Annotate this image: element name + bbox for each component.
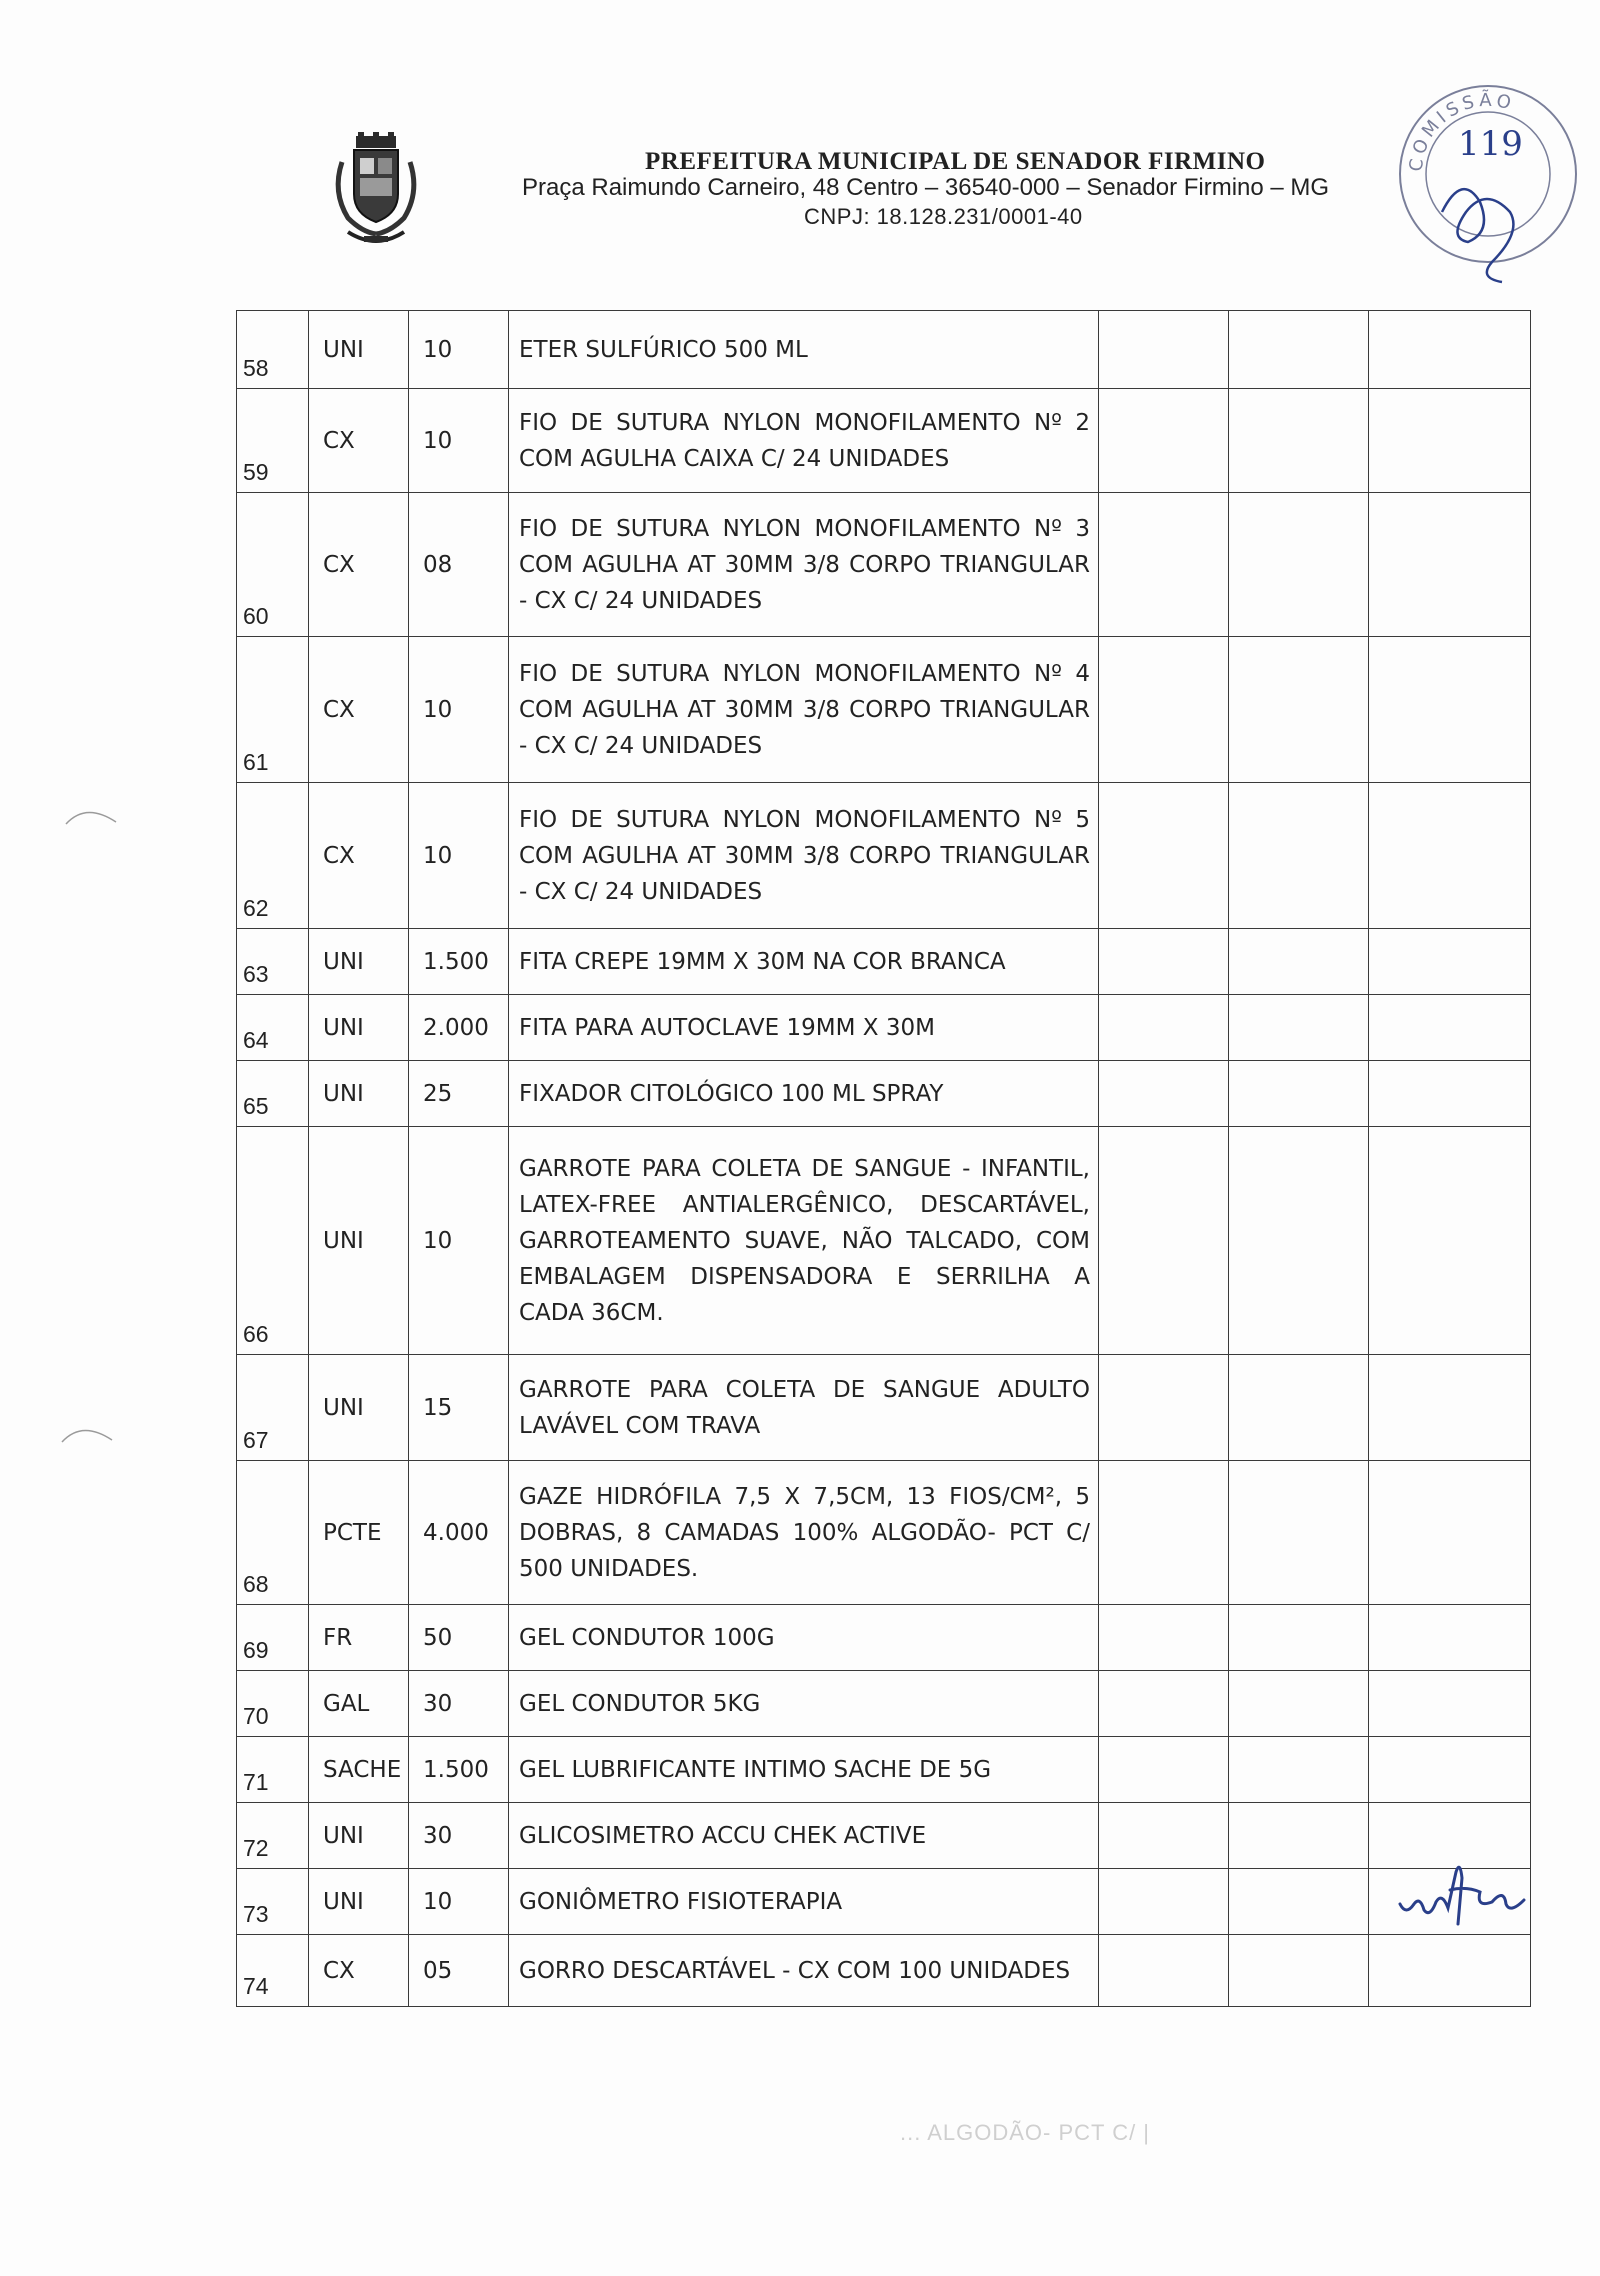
- table-row: [237, 1127, 1531, 1355]
- description-cell: FITA CREPE 19MM X 30M NA COR BRANCA: [509, 929, 1099, 995]
- item-number-cell: 67: [237, 1355, 309, 1461]
- description-cell: FITA PARA AUTOCLAVE 19MM X 30M: [509, 995, 1099, 1061]
- item-number-cell: 63: [237, 929, 309, 995]
- description-cell: FIXADOR CITOLÓGICO 100 ML SPRAY: [509, 1061, 1099, 1127]
- item-number-cell: 68: [237, 1461, 309, 1605]
- table-row: [237, 1935, 1531, 2007]
- blank-cell: [1099, 995, 1229, 1061]
- blank-cell: [1369, 311, 1531, 389]
- table-row: [237, 1869, 1531, 1935]
- description-cell: FIO DE SUTURA NYLON MONOFILAMENTO Nº 4 COM AGULHA AT 30MM 3/8 CORPO TRIANGULAR - CX C/ 24 UNIDADES: [509, 637, 1099, 783]
- unit-cell: UNI: [309, 1869, 409, 1935]
- unit-cell: CX: [309, 389, 409, 493]
- blank-cell: [1229, 783, 1369, 929]
- blank-cell: [1369, 1061, 1531, 1127]
- item-number-cell: 64: [237, 995, 309, 1061]
- blank-cell: [1229, 1461, 1369, 1605]
- quantity-cell: 10: [409, 637, 509, 783]
- blank-cell: [1099, 1605, 1229, 1671]
- table-row: [237, 783, 1531, 929]
- blank-cell: [1099, 1935, 1229, 2007]
- unit-cell: GAL: [309, 1671, 409, 1737]
- quantity-cell: 1.500: [409, 1737, 509, 1803]
- item-number-cell: 60: [237, 493, 309, 637]
- blank-cell: [1099, 1737, 1229, 1803]
- blank-cell: [1369, 1935, 1531, 2007]
- table-row: [237, 929, 1531, 995]
- item-number-cell: 61: [237, 637, 309, 783]
- blank-cell: [1099, 1355, 1229, 1461]
- municipality-cnpj: CNPJ: 18.128.231/0001-40: [804, 204, 1083, 229]
- unit-cell: CX: [309, 637, 409, 783]
- quantity-cell: 10: [409, 1869, 509, 1935]
- blank-cell: [1099, 1869, 1229, 1935]
- handwritten-initials: [1396, 1852, 1546, 1932]
- margin-mark: [58, 1418, 118, 1448]
- unit-cell: CX: [309, 493, 409, 637]
- table-row: [237, 1737, 1531, 1803]
- table-row: [237, 1461, 1531, 1605]
- blank-cell: [1369, 1605, 1531, 1671]
- stamp-page-number: 119: [1458, 124, 1523, 164]
- blank-cell: [1369, 783, 1531, 929]
- description-cell: GARROTE PARA COLETA DE SANGUE - INFANTIL, LATEX-FREE ANTIALERGÊNICO, DESCARTÁVEL, GARROTEAMENTO SUAVE, NÃO TALCADO, COM EMBALAGEM DISPENSADORA E SERRILHA A CADA 36CM.: [509, 1127, 1099, 1355]
- description-cell: GONIÔMETRO FISIOTERAPIA: [509, 1869, 1099, 1935]
- unit-cell: PCTE: [309, 1461, 409, 1605]
- margin-mark: [62, 800, 122, 830]
- description-cell: GAZE HIDRÓFILA 7,5 X 7,5CM, 13 FIOS/CM², 5 DOBRAS, 8 CAMADAS 100% ALGODÃO- PCT C/ 500 UNIDADES.: [509, 1461, 1099, 1605]
- items-table: [236, 310, 1531, 2007]
- unit-cell: CX: [309, 783, 409, 929]
- blank-cell: [1099, 637, 1229, 783]
- municipal-crest-logo: [328, 132, 424, 248]
- blank-cell: [1229, 995, 1369, 1061]
- quantity-cell: 10: [409, 1127, 509, 1355]
- blank-cell: [1229, 929, 1369, 995]
- blank-cell: [1229, 637, 1369, 783]
- blank-cell: [1369, 1127, 1531, 1355]
- unit-cell: UNI: [309, 311, 409, 389]
- description-cell: FIO DE SUTURA NYLON MONOFILAMENTO Nº 5 COM AGULHA AT 30MM 3/8 CORPO TRIANGULAR - CX C/ 24 UNIDADES: [509, 783, 1099, 929]
- unit-cell: UNI: [309, 1803, 409, 1869]
- blank-cell: [1229, 1737, 1369, 1803]
- unit-cell: UNI: [309, 1127, 409, 1355]
- description-cell: FIO DE SUTURA NYLON MONOFILAMENTO Nº 2 COM AGULHA CAIXA C/ 24 UNIDADES: [509, 389, 1099, 493]
- description-cell: ETER SULFÚRICO 500 ML: [509, 311, 1099, 389]
- blank-cell: [1369, 637, 1531, 783]
- blank-cell: [1369, 493, 1531, 637]
- unit-cell: CX: [309, 1935, 409, 2007]
- blank-cell: [1099, 389, 1229, 493]
- unit-cell: UNI: [309, 995, 409, 1061]
- blank-cell: [1099, 1671, 1229, 1737]
- table-row: [237, 493, 1531, 637]
- blank-cell: [1099, 783, 1229, 929]
- blank-cell: [1099, 1127, 1229, 1355]
- item-number-cell: 62: [237, 783, 309, 929]
- blank-cell: [1099, 1061, 1229, 1127]
- blank-cell: [1369, 929, 1531, 995]
- item-number-cell: 73: [237, 1869, 309, 1935]
- table-row: [237, 389, 1531, 493]
- municipality-title: PREFEITURA MUNICIPAL DE SENADOR FIRMINO: [645, 148, 1266, 175]
- quantity-cell: 30: [409, 1803, 509, 1869]
- table-row: [237, 1803, 1531, 1869]
- blank-cell: [1229, 311, 1369, 389]
- table-row: [237, 995, 1531, 1061]
- table-row: [237, 1355, 1531, 1461]
- commission-stamp: [1382, 62, 1588, 294]
- description-cell: GEL LUBRIFICANTE INTIMO SACHE DE 5G: [509, 1737, 1099, 1803]
- table-row: [237, 637, 1531, 783]
- item-number-cell: 70: [237, 1671, 309, 1737]
- item-number-cell: 59: [237, 389, 309, 493]
- description-cell: GEL CONDUTOR 100G: [509, 1605, 1099, 1671]
- item-number-cell: 65: [237, 1061, 309, 1127]
- item-number-cell: 58: [237, 311, 309, 389]
- blank-cell: [1099, 1461, 1229, 1605]
- blank-cell: [1229, 1605, 1369, 1671]
- blank-cell: [1229, 1061, 1369, 1127]
- blank-cell: [1369, 1461, 1531, 1605]
- item-number-cell: 71: [237, 1737, 309, 1803]
- description-cell: FIO DE SUTURA NYLON MONOFILAMENTO Nº 3 COM AGULHA AT 30MM 3/8 CORPO TRIANGULAR - CX C/ 24 UNIDADES: [509, 493, 1099, 637]
- blank-cell: [1369, 995, 1531, 1061]
- unit-cell: UNI: [309, 929, 409, 995]
- item-number-cell: 66: [237, 1127, 309, 1355]
- blank-cell: [1369, 389, 1531, 493]
- quantity-cell: 4.000: [409, 1461, 509, 1605]
- blank-cell: [1099, 311, 1229, 389]
- item-number-cell: 69: [237, 1605, 309, 1671]
- table-row: [237, 1605, 1531, 1671]
- quantity-cell: 10: [409, 311, 509, 389]
- blank-cell: [1229, 1935, 1369, 2007]
- quantity-cell: 10: [409, 389, 509, 493]
- table-row: [237, 1671, 1531, 1737]
- blank-cell: [1229, 493, 1369, 637]
- blank-cell: [1229, 389, 1369, 493]
- item-number-cell: 72: [237, 1803, 309, 1869]
- blank-cell: [1229, 1869, 1369, 1935]
- table-row: [237, 311, 1531, 389]
- blank-cell: [1229, 1355, 1369, 1461]
- stamp-ring-text: COMISSÃO: [1405, 89, 1517, 173]
- bleed-through-text: ... ALGODÃO- PCT C/ |: [900, 2120, 1151, 2145]
- quantity-cell: 10: [409, 783, 509, 929]
- blank-cell: [1369, 1737, 1531, 1803]
- blank-cell: [1369, 1355, 1531, 1461]
- quantity-cell: 08: [409, 493, 509, 637]
- unit-cell: SACHE: [309, 1737, 409, 1803]
- description-cell: GLICOSIMETRO ACCU CHEK ACTIVE: [509, 1803, 1099, 1869]
- description-cell: GORRO DESCARTÁVEL - CX COM 100 UNIDADES: [509, 1935, 1099, 2007]
- item-number-cell: 74: [237, 1935, 309, 2007]
- quantity-cell: 50: [409, 1605, 509, 1671]
- description-cell: GEL CONDUTOR 5KG: [509, 1671, 1099, 1737]
- quantity-cell: 2.000: [409, 995, 509, 1061]
- table-row: [237, 1061, 1531, 1127]
- blank-cell: [1099, 929, 1229, 995]
- quantity-cell: 15: [409, 1355, 509, 1461]
- blank-cell: [1099, 493, 1229, 637]
- blank-cell: [1369, 1671, 1531, 1737]
- quantity-cell: 1.500: [409, 929, 509, 995]
- blank-cell: [1229, 1127, 1369, 1355]
- unit-cell: UNI: [309, 1355, 409, 1461]
- blank-cell: [1099, 1803, 1229, 1869]
- quantity-cell: 05: [409, 1935, 509, 2007]
- unit-cell: UNI: [309, 1061, 409, 1127]
- blank-cell: [1229, 1671, 1369, 1737]
- description-cell: GARROTE PARA COLETA DE SANGUE ADULTO LAVÁVEL COM TRAVA: [509, 1355, 1099, 1461]
- quantity-cell: 30: [409, 1671, 509, 1737]
- blank-cell: [1229, 1803, 1369, 1869]
- municipality-address: Praça Raimundo Carneiro, 48 Centro – 36540-000 – Senador Firmino – MG: [522, 174, 1330, 201]
- unit-cell: FR: [309, 1605, 409, 1671]
- quantity-cell: 25: [409, 1061, 509, 1127]
